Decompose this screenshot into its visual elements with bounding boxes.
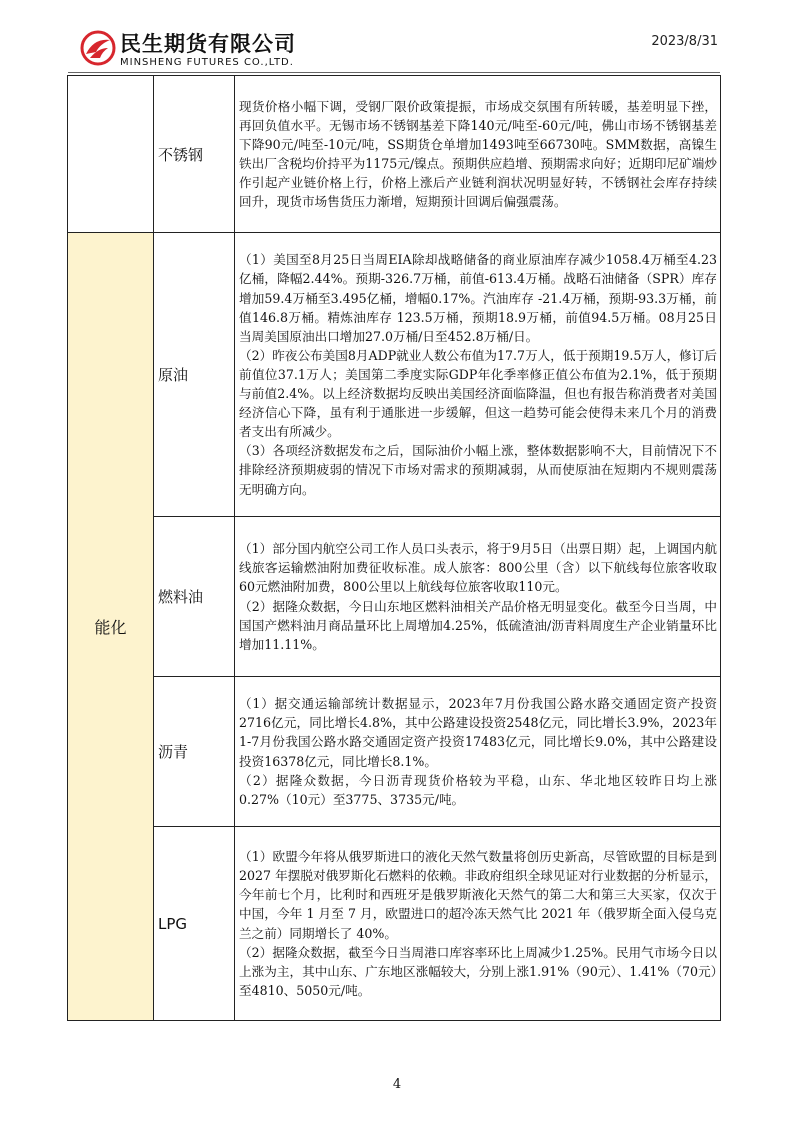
product-name: 不锈钢: [154, 76, 235, 233]
product-name: 原油: [154, 233, 235, 517]
report-date: 2023/8/31: [651, 34, 718, 49]
paragraph: （2）据隆众数据，截至今日当周港口库容率环比上周减少1.25%。民用气市场今日以上涨为主，其中山东、广东地区涨幅较大，分别上涨1.91%（90元）、1.41%（70元）至4810、5050元/吨。: [239, 944, 717, 998]
minsheng-logo-icon: [80, 30, 116, 66]
page-header: [0, 0, 794, 75]
paragraph: （2）昨夜公布美国8月ADP就业人数公布值为17.7万人，低于预期19.5万人，修订后前值位37.1万人；美国第二季度实际GDP年化季率修正值公布值为2.1%，低于预期与前值2.4%。以上经济数据均反映出美国经济面临降温，但也有报告称消费者对美国经济信心下降，虽有利于通胀进一步缓解，但这一趋势可能会使得未来几个月的消费者支出有所减少。: [239, 347, 717, 440]
paragraph: 现货价格小幅下调，受钢厂限价政策提振，市场成交氛围有所转暖，基差明显下挫，再回负值水平。无锡市场不锈钢基差下降140元/吨至-60元/吨，佛山市场不锈钢基差下降90元/吨至-10元/吨，SS期货仓单增加1493吨至66730吨。SMM数据，高镍生铁出厂含税均价持平为1175元/镍点。预期供应趋增、预期需求向好；近期印尼矿端炒作引起产业链价格上行，价格上涨后产业链利润状况明显好转，不锈钢社会库存持续回升，现货市场售货压力渐增，短期预计回调后偏强震荡。: [239, 98, 717, 210]
paragraph: （2）据隆众数据，今日山东地区燃料油相关产品价格无明显变化。截至今日当周，中国国产燃料油月商品量环比上周增加4.25%，低硫渣油/沥青料周度生产企业销量环比增加11.11%。: [239, 598, 717, 652]
product-name: LPG: [154, 827, 235, 1021]
company-name-cn: 民生期货有限公司: [120, 32, 296, 56]
table-row: [68, 76, 721, 233]
paragraph: （1）据交通运输部统计数据显示，2023年7月份我国公路水路交通固定资产投资2716亿元，同比增长4.8%，其中公路建设投资2548亿元，同比增长3.9%，2023年1-7月份我国公路水路交通固定资产投资17483亿元，同比增长9.0%，其中公路建设投资16378亿元，同比增长8.1%。: [239, 696, 717, 769]
page-number: 4: [392, 1077, 402, 1092]
sector-cell: [68, 76, 154, 233]
sector-cell: 能化: [68, 233, 154, 1021]
paragraph: （1）欧盟今年将从俄罗斯进口的液化天然气数量将创历史新高，尽管欧盟的目标是到 2027 年摆脱对俄罗斯化石燃料的依赖。非政府组织全球见证对行业数据的分析显示，今年前七个月，比利时和西班牙是俄罗斯液化天然气的第二大和第三大买家，仅次于中国，今年 1 月至 7 月，欧盟进口的超冷冻天然气比 2021 年（俄罗斯全面入侵乌克兰之前）同期增长了 40%。: [239, 849, 717, 941]
table-row: [68, 677, 721, 827]
paragraph: （2）据隆众数据，今日沥青现货价格较为平稳，山东、华北地区较昨日均上涨0.27%（10元）至3775、3735元/吨。: [239, 772, 717, 807]
commodity-table: [67, 75, 721, 1021]
header-rule: [68, 72, 720, 73]
company-name-en: MINSHENG FUTURES CO.,LTD.: [120, 57, 294, 68]
product-commentary: [235, 677, 721, 827]
product-name: 沥青: [154, 677, 235, 827]
table-row: [68, 517, 721, 677]
paragraph: （3）各项经济数据发布之后，国际油价小幅上涨，整体数据影响不大，目前情况下不排除经济预期疲弱的情况下市场对需求的预期减弱，从而使原油在短期内不规则震荡无明确方向。: [239, 443, 717, 497]
paragraph: （1）美国至8月25日当周EIA除却战略储备的商业原油库存减少1058.4万桶至4.23亿桶，降幅2.44%。预期-326.7万桶，前值-613.4万桶。战略石油储备（SPR）库存增加59.4万桶至3.495亿桶，增幅0.17%。汽油库存 -21.4万桶，预期-93.3万桶，前值146.8万桶。精炼油库存 123.5万桶，预期18.9万桶，前值94.5万桶。08月25日当周美国原油出口增加27.0万桶/日至452.8万桶/日。: [239, 252, 717, 344]
product-commentary: [235, 233, 721, 517]
table-row: [68, 827, 721, 1021]
product-commentary: [235, 517, 721, 677]
product-commentary: [235, 827, 721, 1021]
product-name: 燃料油: [154, 517, 235, 677]
product-commentary: [235, 76, 721, 233]
paragraph: （1）部分国内航空公司工作人员口头表示，将于9月5日（出票日期）起，上调国内航线旅客运输燃油附加费征收标准。成人旅客：800公里（含）以下航线每位旅客收取60元燃油附加费，800公里以上航线每位旅客收取110元。: [239, 541, 717, 595]
table-row: [68, 233, 721, 517]
